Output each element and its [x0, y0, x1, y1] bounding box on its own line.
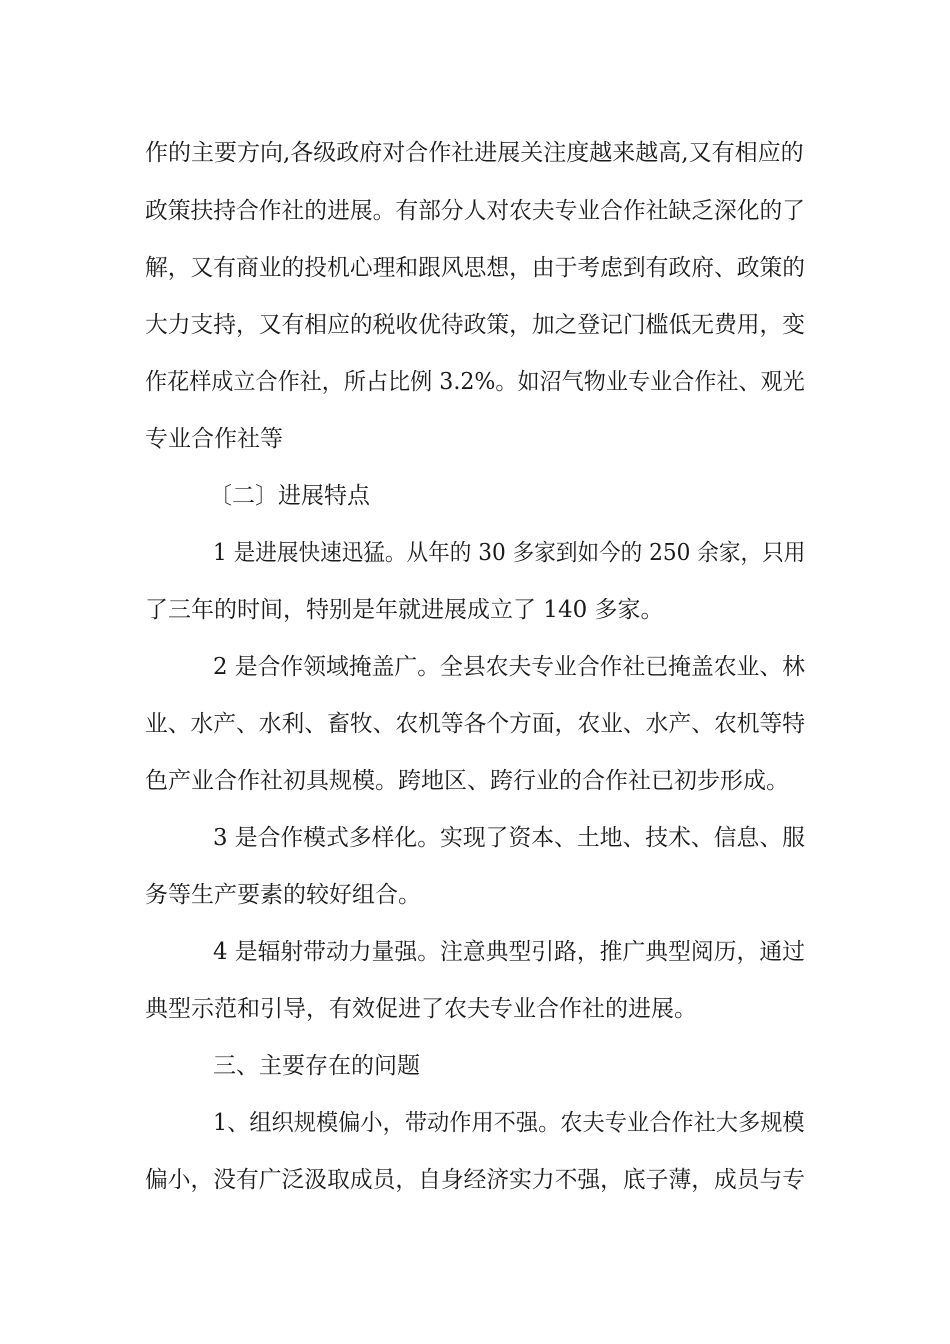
text-line — [0, 362, 950, 402]
line-text: 2 是合作领域掩盖广。全县农夫专业合作社已掩盖农业、林 — [213, 654, 805, 680]
text-line — [0, 875, 950, 915]
line-text: 色产业合作社初具规模。跨地区、跨行业的合作社已初步形成。 — [145, 768, 789, 794]
text-line — [0, 818, 950, 858]
section-heading — [0, 476, 950, 516]
text-line — [0, 590, 950, 630]
line-text: 3 是合作模式多样化。实现了资本、土地、技术、信息、服 — [213, 825, 805, 851]
text-line — [0, 647, 950, 687]
line-text: 作的主要方向,各级政府对合作社进展关注度越来越高,又有相应的 — [145, 140, 804, 166]
text-line — [0, 761, 950, 801]
section-heading — [0, 1046, 950, 1086]
line-text: 1、组织规模偏小，带动作用不强。农夫专业合作社大多规模 — [213, 1110, 805, 1136]
heading-text: 〔二〕进展特点 — [209, 483, 370, 509]
text-line — [0, 932, 950, 972]
line-text: 偏小，没有广泛汲取成员，自身经济实力不强，底子薄，成员与专 — [145, 1167, 805, 1193]
text-line — [0, 533, 950, 573]
line-text: 了三年的时间，特别是年就进展成立了 140 多家。 — [145, 597, 664, 623]
line-text: 1 是进展快速迅猛。从年的 30 多家到如今的 250 余家，只用 — [213, 540, 806, 566]
line-text: 解，又有商业的投机心理和跟风思想，由于考虑到有政府、政策的 — [145, 255, 805, 281]
text-line — [0, 305, 950, 345]
text-line — [0, 419, 950, 459]
line-text: 专业合作社等 — [145, 426, 283, 452]
heading-text: 三、主要存在的问题 — [213, 1053, 420, 1079]
text-line — [0, 248, 950, 288]
text-line — [0, 1160, 950, 1200]
text-line — [0, 1103, 950, 1143]
line-text: 典型示范和引导，有效促进了农夫专业合作社的进展。 — [145, 996, 697, 1022]
text-line — [0, 704, 950, 744]
line-text: 大力支持，又有相应的税收优待政策，加之登记门槛低无费用，变 — [145, 312, 805, 338]
line-text: 务等生产要素的较好组合。 — [145, 882, 421, 908]
text-line — [0, 133, 950, 173]
line-text: 作花样成立合作社，所占比例 3.2%。如沼气物业专业合作社、观光 — [145, 369, 805, 395]
text-line — [0, 191, 950, 231]
line-text: 业、水产、水利、畜牧、农机等各个方面，农业、水产、农机等特 — [145, 711, 805, 737]
line-text: 政策扶持合作社的进展。有部分人对农夫专业合作社缺乏深化的了 — [145, 198, 805, 224]
text-line — [0, 989, 950, 1029]
line-text: 4 是辐射带动力量强。注意典型引路，推广典型阅历，通过 — [213, 939, 805, 965]
